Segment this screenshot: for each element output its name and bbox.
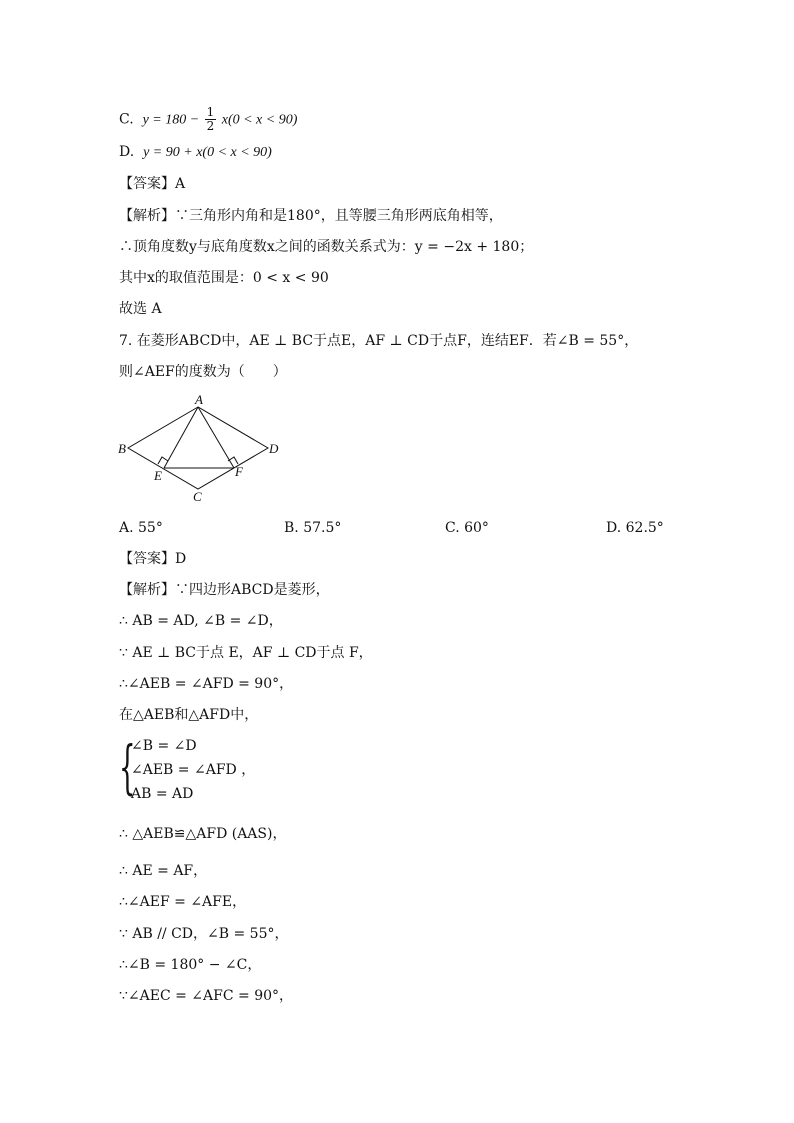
rhombus-outline [128, 407, 268, 489]
fraction-denominator: 2 [206, 119, 215, 133]
system-row-2: ∠AEB = ∠AFD ， [131, 762, 256, 778]
analysis-7-8: ∴∠AEF = ∠AFE， [119, 894, 247, 910]
question-7-option-b: B. 57.5° [284, 520, 342, 536]
option-d-label: D. [119, 144, 135, 160]
option-c [119, 106, 739, 133]
segment-ae [164, 407, 198, 468]
analysis-7-3: ∵ AE ⊥ BC于点 E，AF ⊥ CD于点 F， [119, 645, 373, 661]
label-a: A [195, 393, 203, 407]
analysis-7-4: ∴∠AEB = ∠AFD = 90°， [119, 676, 294, 692]
analysis-7-11: ∵∠AEC = ∠AFC = 90°， [119, 988, 294, 1004]
question-7-option-c: C. 60° [445, 520, 489, 536]
system-row-3: AB = AD [131, 786, 194, 802]
rhombus-figure [116, 393, 286, 505]
analysis-7-2: ∴ AB = AD, ∠B = ∠D， [119, 613, 283, 629]
segment-af [198, 407, 234, 468]
answer-7: 【答案】D [119, 551, 187, 567]
label-e: E [154, 468, 162, 483]
fraction-numerator: 1 [206, 105, 215, 119]
left-brace: { [119, 733, 136, 801]
analysis-prev-2: ∴顶角度数y与底角度数x之间的函数关系式为：y = −2x + 180； [119, 239, 534, 255]
option-c-expr-post: x(0 < x < 90) [221, 112, 298, 128]
analysis-prev-3: 其中x的取值范围是：0 < x < 90 [119, 270, 329, 286]
question-7-option-d: D. 62.5° [606, 520, 664, 536]
analysis-7-6: ∴ △AEB≌△AFD (AAS)， [119, 826, 287, 842]
option-d [119, 142, 739, 163]
option-d-expr: y = 90 + x(0 < x < 90) [143, 145, 272, 160]
option-c-expr-pre: y = 180 − [142, 112, 200, 128]
label-d: D [269, 441, 279, 456]
analysis-prev-1: 【解析】∵三角形内角和是180°，且等腰三角形两底角相等， [119, 208, 503, 224]
analysis-7-9: ∵ AB // CD，∠B = 55°， [119, 926, 289, 942]
analysis-7-10: ∴∠B = 180° − ∠C， [119, 957, 262, 973]
analysis-7-7: ∴ AE = AF， [119, 863, 208, 879]
system-row-1: ∠B = ∠D [131, 738, 197, 754]
question-7-option-a: A. 55° [119, 520, 163, 536]
label-c: C [193, 489, 202, 504]
analysis-prev-4: 故选 A [119, 301, 162, 317]
option-c-label: C. [119, 111, 134, 128]
question-7-stem-1: 7. 在菱形ABCD中，AE ⊥ BC于点E，AF ⊥ CD于点F，连结EF．若∠B = 55°， [119, 333, 639, 349]
label-b: B [118, 441, 126, 456]
right-angle-mark-f [228, 457, 238, 464]
analysis-7-1: 【解析】∵四边形ABCD是菱形， [119, 582, 330, 598]
label-f: F [235, 464, 243, 479]
option-c-fraction [205, 106, 217, 133]
question-7-stem-2: 则∠AEF的度数为（ ） [119, 364, 287, 380]
analysis-7-5: 在△AEB和△AFD中， [119, 707, 259, 723]
answer-prev: 【答案】A [119, 176, 186, 192]
